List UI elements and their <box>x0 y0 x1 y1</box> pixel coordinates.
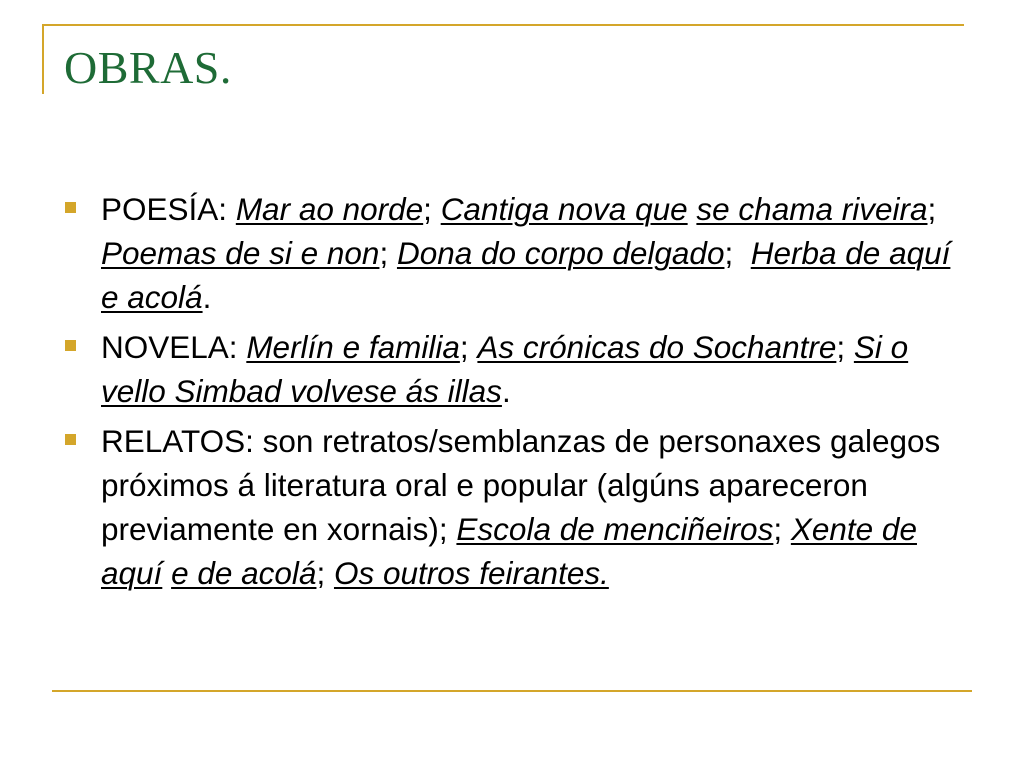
work-title: Xente de aquí <box>101 511 917 591</box>
separator: ; <box>379 235 397 271</box>
separator: ; <box>773 511 791 547</box>
section-label: NOVELA: <box>101 329 247 365</box>
bullet-relatos <box>60 419 972 595</box>
work-title: e de acolá <box>171 555 317 591</box>
slide-title: OBRAS. <box>64 42 232 93</box>
work-title: Mar ao norde <box>235 191 424 227</box>
square-bullet-icon <box>65 202 76 213</box>
separator: ; <box>423 191 441 227</box>
left-rule <box>42 24 44 94</box>
section-label: RELATOS: <box>101 423 263 459</box>
work-title: Dona do corpo delgado <box>396 235 725 271</box>
work-title: Merlín e familia <box>246 329 460 365</box>
bullet-novela <box>60 325 972 413</box>
separator <box>162 555 171 591</box>
separator: ; <box>836 329 854 365</box>
separator: ; <box>459 329 478 365</box>
work-title: Herba de aquí e acolá <box>101 235 951 315</box>
work-title: Cantiga nova que <box>440 191 688 227</box>
separator: . <box>202 279 212 315</box>
bottom-rule <box>52 690 972 692</box>
square-bullet-icon <box>65 434 76 445</box>
bullet-list <box>60 187 972 601</box>
work-title: As crónicas do Sochantre <box>477 329 837 365</box>
separator: ; <box>927 191 937 227</box>
separator: ; <box>316 555 334 591</box>
bullet-poesia <box>60 187 972 319</box>
separator: . <box>501 373 511 409</box>
work-title: se chama riveira <box>696 191 928 227</box>
work-title: Escola de menciñeiros <box>456 511 774 547</box>
work-title: Os outros feirantes. <box>333 555 609 591</box>
top-rule <box>42 24 964 26</box>
separator: ; <box>724 235 751 271</box>
section-description: son retratos/semblanzas de personaxes galegos próximos á literatura oral e popular (algúns apareceron previamente en xornais); <box>101 423 941 547</box>
work-title: Si o vello Simbad volvese ás illas <box>101 329 909 409</box>
section-label: POESÍA: <box>101 191 236 227</box>
square-bullet-icon <box>65 340 76 351</box>
work-title: Poemas de si e non <box>101 235 380 271</box>
